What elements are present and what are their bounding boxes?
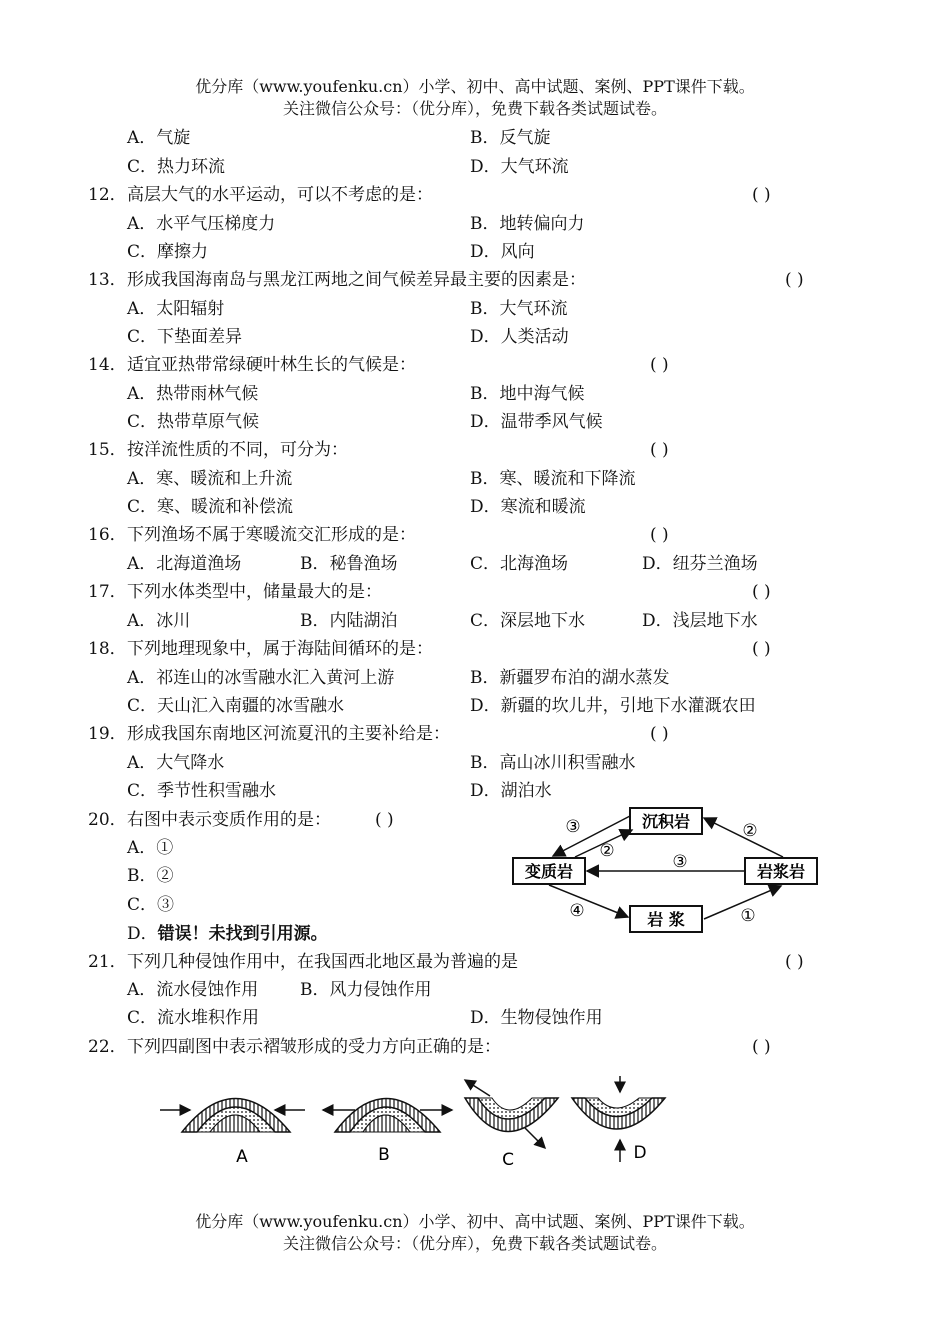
label-1: ① (740, 906, 756, 926)
q15-number: 15． (88, 440, 127, 460)
q18-option-c: C．天山汇入南疆的冰雪融水 (127, 696, 345, 716)
fold-figure-d (572, 1076, 665, 1163)
q13-option-d: D．人类活动 (470, 327, 569, 347)
q20-option-c: C．③ (127, 895, 175, 915)
q15-option-a: A．寒、暖流和上升流 (127, 469, 293, 489)
q16-option-a: A．北海道渔场 (127, 554, 242, 574)
q13-answer-paren: ( ) (785, 270, 804, 290)
q13-stem-row (0, 266, 950, 294)
q11-option-b: B．反气旋 (470, 128, 551, 148)
q18-option-d: D．新疆的坎儿井，引地下水灌溉农田 (470, 696, 756, 716)
label-2-right: ② (742, 821, 758, 841)
q14-option-b: B．地中海气候 (470, 384, 585, 404)
q18-answer-paren: ( ) (752, 639, 771, 659)
q11-option-d: D．大气环流 (470, 157, 569, 177)
fold-label-c: C (502, 1150, 514, 1170)
q19-row1 (0, 749, 950, 777)
q22-number: 22． (88, 1037, 127, 1057)
q21-stem: 下列几种侵蚀作用中，在我国西北地区最为普遍的是 (127, 952, 518, 972)
q14-row2 (0, 408, 950, 436)
q17-row1 (0, 607, 950, 635)
q16-option-b: B．秘鲁渔场 (300, 554, 398, 574)
footer-line-1: 优分库（www.youfenku.cn）小学、初中、高中试题、案例、PPT课件下载。 (195, 1212, 755, 1231)
q22-stem: 下列四副图中表示褶皱形成的受力方向正确的是： (127, 1037, 501, 1057)
q11-row2 (0, 153, 950, 181)
q12-stem: 高层大气的水平运动，可以不考虑的是： (127, 185, 433, 205)
footer-line-2: 关注微信公众号：（优分库），免费下载各类试题试卷。 (282, 1234, 667, 1253)
fold-figure-b (323, 1099, 452, 1166)
q14-option-c: C．热带草原气候 (127, 412, 260, 432)
q16-row1 (0, 550, 950, 578)
sedimentary-rock-label: 沉积岩 (641, 812, 691, 831)
q18-number: 18． (88, 639, 127, 659)
q18-row1 (0, 664, 950, 692)
fold-figure-c (465, 1080, 558, 1170)
q22-answer-paren: ( ) (752, 1037, 771, 1057)
q13-option-b: B．大气环流 (470, 299, 568, 319)
label-4: ④ (569, 901, 585, 921)
q21-row1 (0, 976, 950, 1004)
q14-stem-row (0, 351, 950, 379)
fold-figures (160, 1070, 680, 1170)
q20-answer-paren: ( ) (375, 810, 394, 830)
q15-stem-row (0, 436, 950, 464)
q17-option-d: D．浅层地下水 (642, 611, 758, 631)
q17-stem: 下列水体类型中，储量最大的是： (127, 582, 382, 602)
label-3-top: ③ (565, 817, 581, 837)
q12-answer-paren: ( ) (752, 185, 771, 205)
q21-option-b: B．风力侵蚀作用 (300, 980, 432, 1000)
q19-option-d: D．湖泊水 (470, 781, 552, 801)
magma-label: 岩 浆 (647, 910, 685, 929)
q19-option-a: A．大气降水 (127, 753, 225, 773)
q14-option-a: A．热带雨林气候 (127, 384, 259, 404)
q15-answer-paren: ( ) (650, 440, 669, 460)
metamorphic-rock-label: 变质岩 (524, 862, 574, 881)
q12-row1 (0, 210, 950, 238)
q18-row2 (0, 692, 950, 720)
q14-answer-paren: ( ) (650, 355, 669, 375)
q14-row1 (0, 380, 950, 408)
q20-option-d (127, 920, 328, 948)
q12-stem-row (0, 181, 950, 209)
q11-row1 (0, 124, 950, 152)
q19-answer-paren: ( ) (650, 724, 669, 744)
q15-row2 (0, 493, 950, 521)
header-line-1: 优分库（www.youfenku.cn）小学、初中、高中试题、案例、PPT课件下载。 (195, 77, 755, 96)
q20-number: 20． (88, 810, 127, 830)
q13-row2 (0, 323, 950, 351)
q19-stem-row (0, 720, 950, 748)
q13-row1 (0, 295, 950, 323)
q21-option-a: A．流水侵蚀作用 (127, 980, 259, 1000)
q15-option-b: B．寒、暖流和下降流 (470, 469, 636, 489)
q17-number: 17． (88, 582, 127, 602)
q16-stem: 下列渔场不属于寒暖流交汇形成的是： (127, 525, 416, 545)
q18-option-b: B．新疆罗布泊的湖水蒸发 (470, 668, 670, 688)
q16-stem-row (0, 521, 950, 549)
q17-answer-paren: ( ) (752, 582, 771, 602)
q12-option-b: B．地转偏向力 (470, 214, 585, 234)
q11-option-c: C．热力环流 (127, 157, 226, 177)
q21-number: 21． (88, 952, 127, 972)
q19-option-b: B．高山冰川积雪融水 (470, 753, 636, 773)
header-line-2: 关注微信公众号：（优分库），免费下载各类试题试卷。 (282, 99, 667, 118)
q14-number: 14． (88, 355, 127, 375)
q15-stem: 按洋流性质的不同，可分为： (127, 440, 348, 460)
q16-number: 16． (88, 525, 127, 545)
q21-answer-paren: ( ) (785, 952, 804, 972)
q21-option-c: C．流水堆积作用 (127, 1008, 260, 1028)
q18-option-a: A．祁连山的冰雪融水汇入黄河上游 (127, 668, 395, 688)
q12-number: 12． (88, 185, 127, 205)
q20-option-b: B．② (127, 866, 174, 886)
q13-option-a: A．太阳辐射 (127, 299, 225, 319)
q14-option-d: D．温带季风气候 (470, 412, 603, 432)
fold-figure-a (160, 1099, 305, 1168)
q12-option-a: A．水平气压梯度力 (127, 214, 276, 234)
q21-option-d: D．生物侵蚀作用 (470, 1008, 603, 1028)
q12-option-d: D．风向 (470, 242, 535, 262)
q20-option-a: A．① (127, 838, 174, 858)
q15-option-d: D．寒流和暖流 (470, 497, 586, 517)
q16-option-d: D．纽芬兰渔场 (642, 554, 758, 574)
q13-number: 13． (88, 270, 127, 290)
q15-option-c: C．寒、暖流和补偿流 (127, 497, 294, 517)
q16-answer-paren: ( ) (650, 525, 669, 545)
q13-option-c: C．下垫面差异 (127, 327, 243, 347)
q16-option-c: C．北海渔场 (470, 554, 569, 574)
q18-stem: 下列地理现象中，属于海陆间循环的是： (127, 639, 433, 659)
q15-row1 (0, 465, 950, 493)
q19-stem: 形成我国东南地区河流夏汛的主要补给是： (127, 724, 450, 744)
label-3-middle: ③ (672, 852, 688, 872)
fold-label-a: A (236, 1147, 248, 1167)
q13-stem: 形成我国海南岛与黑龙江两地之间气候差异最主要的因素是： (127, 270, 586, 290)
q20-option-d-error: 错误！未找到引用源。 (157, 924, 328, 944)
q19-number: 19． (88, 724, 127, 744)
q12-option-c: C．摩擦力 (127, 242, 209, 262)
rock-cycle-diagram (505, 800, 835, 935)
fold-label-d: D (633, 1143, 647, 1163)
label-2-inner: ② (599, 841, 615, 861)
q14-stem: 适宜亚热带常绿硬叶林生长的气候是： (127, 355, 416, 375)
q19-option-c: C．季节性积雪融水 (127, 781, 277, 801)
q21-row2 (0, 1004, 950, 1032)
q20-option-d-prefix: D． (127, 924, 158, 944)
igneous-rock-label: 岩浆岩 (756, 862, 806, 881)
q17-option-c: C．深层地下水 (470, 611, 586, 631)
q22-stem-row (0, 1033, 950, 1061)
q11-option-a: A．气旋 (127, 128, 191, 148)
q21-stem-row (0, 948, 950, 976)
q20-stem: 右图中表示变质作用的是： (127, 810, 331, 830)
q17-option-b: B．内陆湖泊 (300, 611, 398, 631)
q17-stem-row (0, 578, 950, 606)
fold-label-b: B (378, 1145, 390, 1165)
q17-option-a: A．冰川 (127, 611, 191, 631)
arrow-met-to-magma-4 (549, 885, 628, 917)
q18-stem-row (0, 635, 950, 663)
q12-row2 (0, 238, 950, 266)
